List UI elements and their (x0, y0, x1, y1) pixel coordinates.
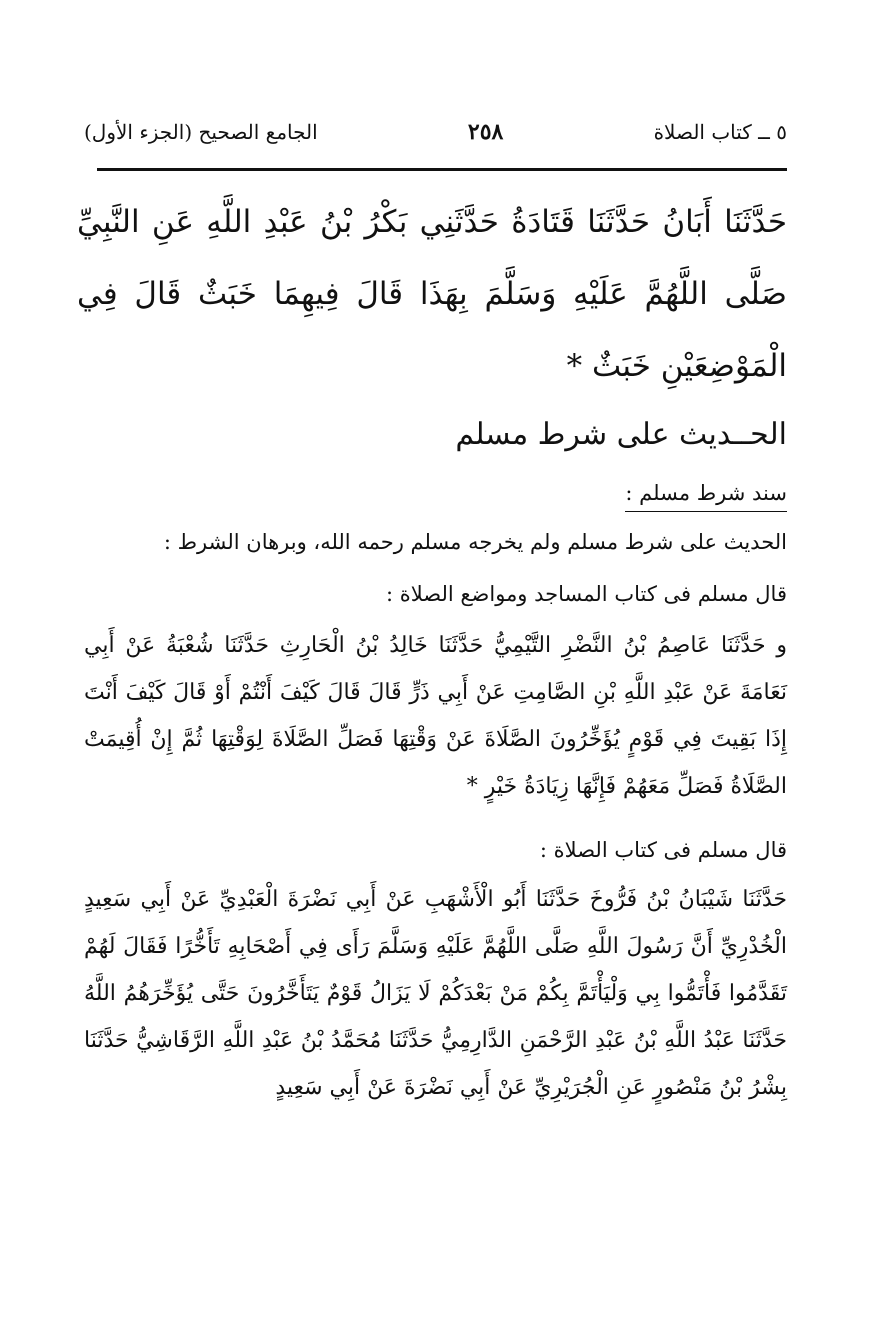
page-number: ٢٥٨ (467, 119, 504, 145)
running-header (84, 112, 787, 152)
section-heading: الحــديث على شرط مسلم (455, 417, 787, 452)
main-hadith-text: حَدَّثَنَا أَبَانُ حَدَّثَنَا قَتَادَةُ حَدَّثَنِي بَكْرُ بْنُ عَبْدِ اللَّهِ عَنِ النَّبِيِّ صَلَّى اللَّهُمَّ عَلَيْهِ وَسَلَّمَ بِهَذَا قَالَ فِيهِمَا خَبَثٌ قَالَ فِي الْمَوْضِعَيْنِ خَبَثٌ * (77, 204, 787, 384)
book-title: الجامع الصحيح (الجزء الأول) (84, 120, 318, 144)
citation-salah: قال مسلم فى كتاب الصلاة : (539, 838, 787, 862)
citation-masajid: قال مسلم فى كتاب المساجد ومواضع الصلاة : (385, 582, 787, 606)
condition-statement: الحديث على شرط مسلم ولم يخرجه مسلم رحمه الله، وبرهان الشرط : (163, 530, 787, 554)
isnad-heading: سند شرط مسلم : (625, 478, 787, 512)
hadith-abu-dharr: و حَدَّثَنَا عَاصِمُ بْنُ النَّضْرِ التَّيْمِيُّ حَدَّثَنَا خَالِدُ بْنُ الْحَارِثِ حَدَّثَنَا شُعْبَةُ عَنْ أَبِي نَعَامَةَ عَنْ عَبْدِ اللَّهِ بْنِ الصَّامِتِ عَنْ أَبِي ذَرٍّ قَالَ قَالَ كَيْفَ أَنْتُمْ أَوْ قَالَ كَيْفَ أَنْتَ إِذَا بَقِيتَ فِي قَوْمٍ يُؤَخِّرُونَ الصَّلَاةَ عَنْ وَقْتِهَا فَصَلِّ الصَّلَاةَ لِوَقْتِهَا ثُمَّ إِنْ أُقِيمَتْ الصَّلَاةُ فَصَلِّ مَعَهُمْ فَإِنَّهَا زِيَادَةُ خَيْرٍ * (84, 633, 787, 799)
chapter-title: ٥ ــ كتاب الصلاة (653, 120, 787, 144)
hadith-abu-said: حَدَّثَنَا شَيْبَانُ بْنُ فَرُّوخَ حَدَّثَنَا أَبُو الْأَشْهَبِ عَنْ أَبِي نَضْرَةَ الْعَبْدِيِّ عَنْ أَبِي سَعِيدٍ الْخُدْرِيِّ أَنَّ رَسُولَ اللَّهِ صَلَّى اللَّهُمَّ عَلَيْهِ وَسَلَّمَ رَأَى فِي أَصْحَابِهِ تَأَخُّرًا فَقَالَ لَهُمْ تَقَدَّمُوا فَأْتَمُّوا بِي وَلْيَأْتَمَّ بِكُمْ مَنْ بَعْدَكُمْ لَا يَزَالُ قَوْمٌ يَتَأَخَّرُونَ حَتَّى يُؤَخِّرَهُمُ اللَّهُ حَدَّثَنَا عَبْدُ اللَّهِ بْنُ عَبْدِ الرَّحْمَنِ الدَّارِمِيُّ حَدَّثَنَا مُحَمَّدُ بْنُ عَبْدِ اللَّهِ الرَّقَاشِيُّ حَدَّثَنَا بِشْرُ بْنُ مَنْصُورٍ عَنِ الْجُرَيْرِيِّ عَنْ أَبِي نَضْرَةَ عَنْ أَبِي سَعِيدٍ (84, 887, 787, 1100)
header-rule (97, 168, 787, 171)
